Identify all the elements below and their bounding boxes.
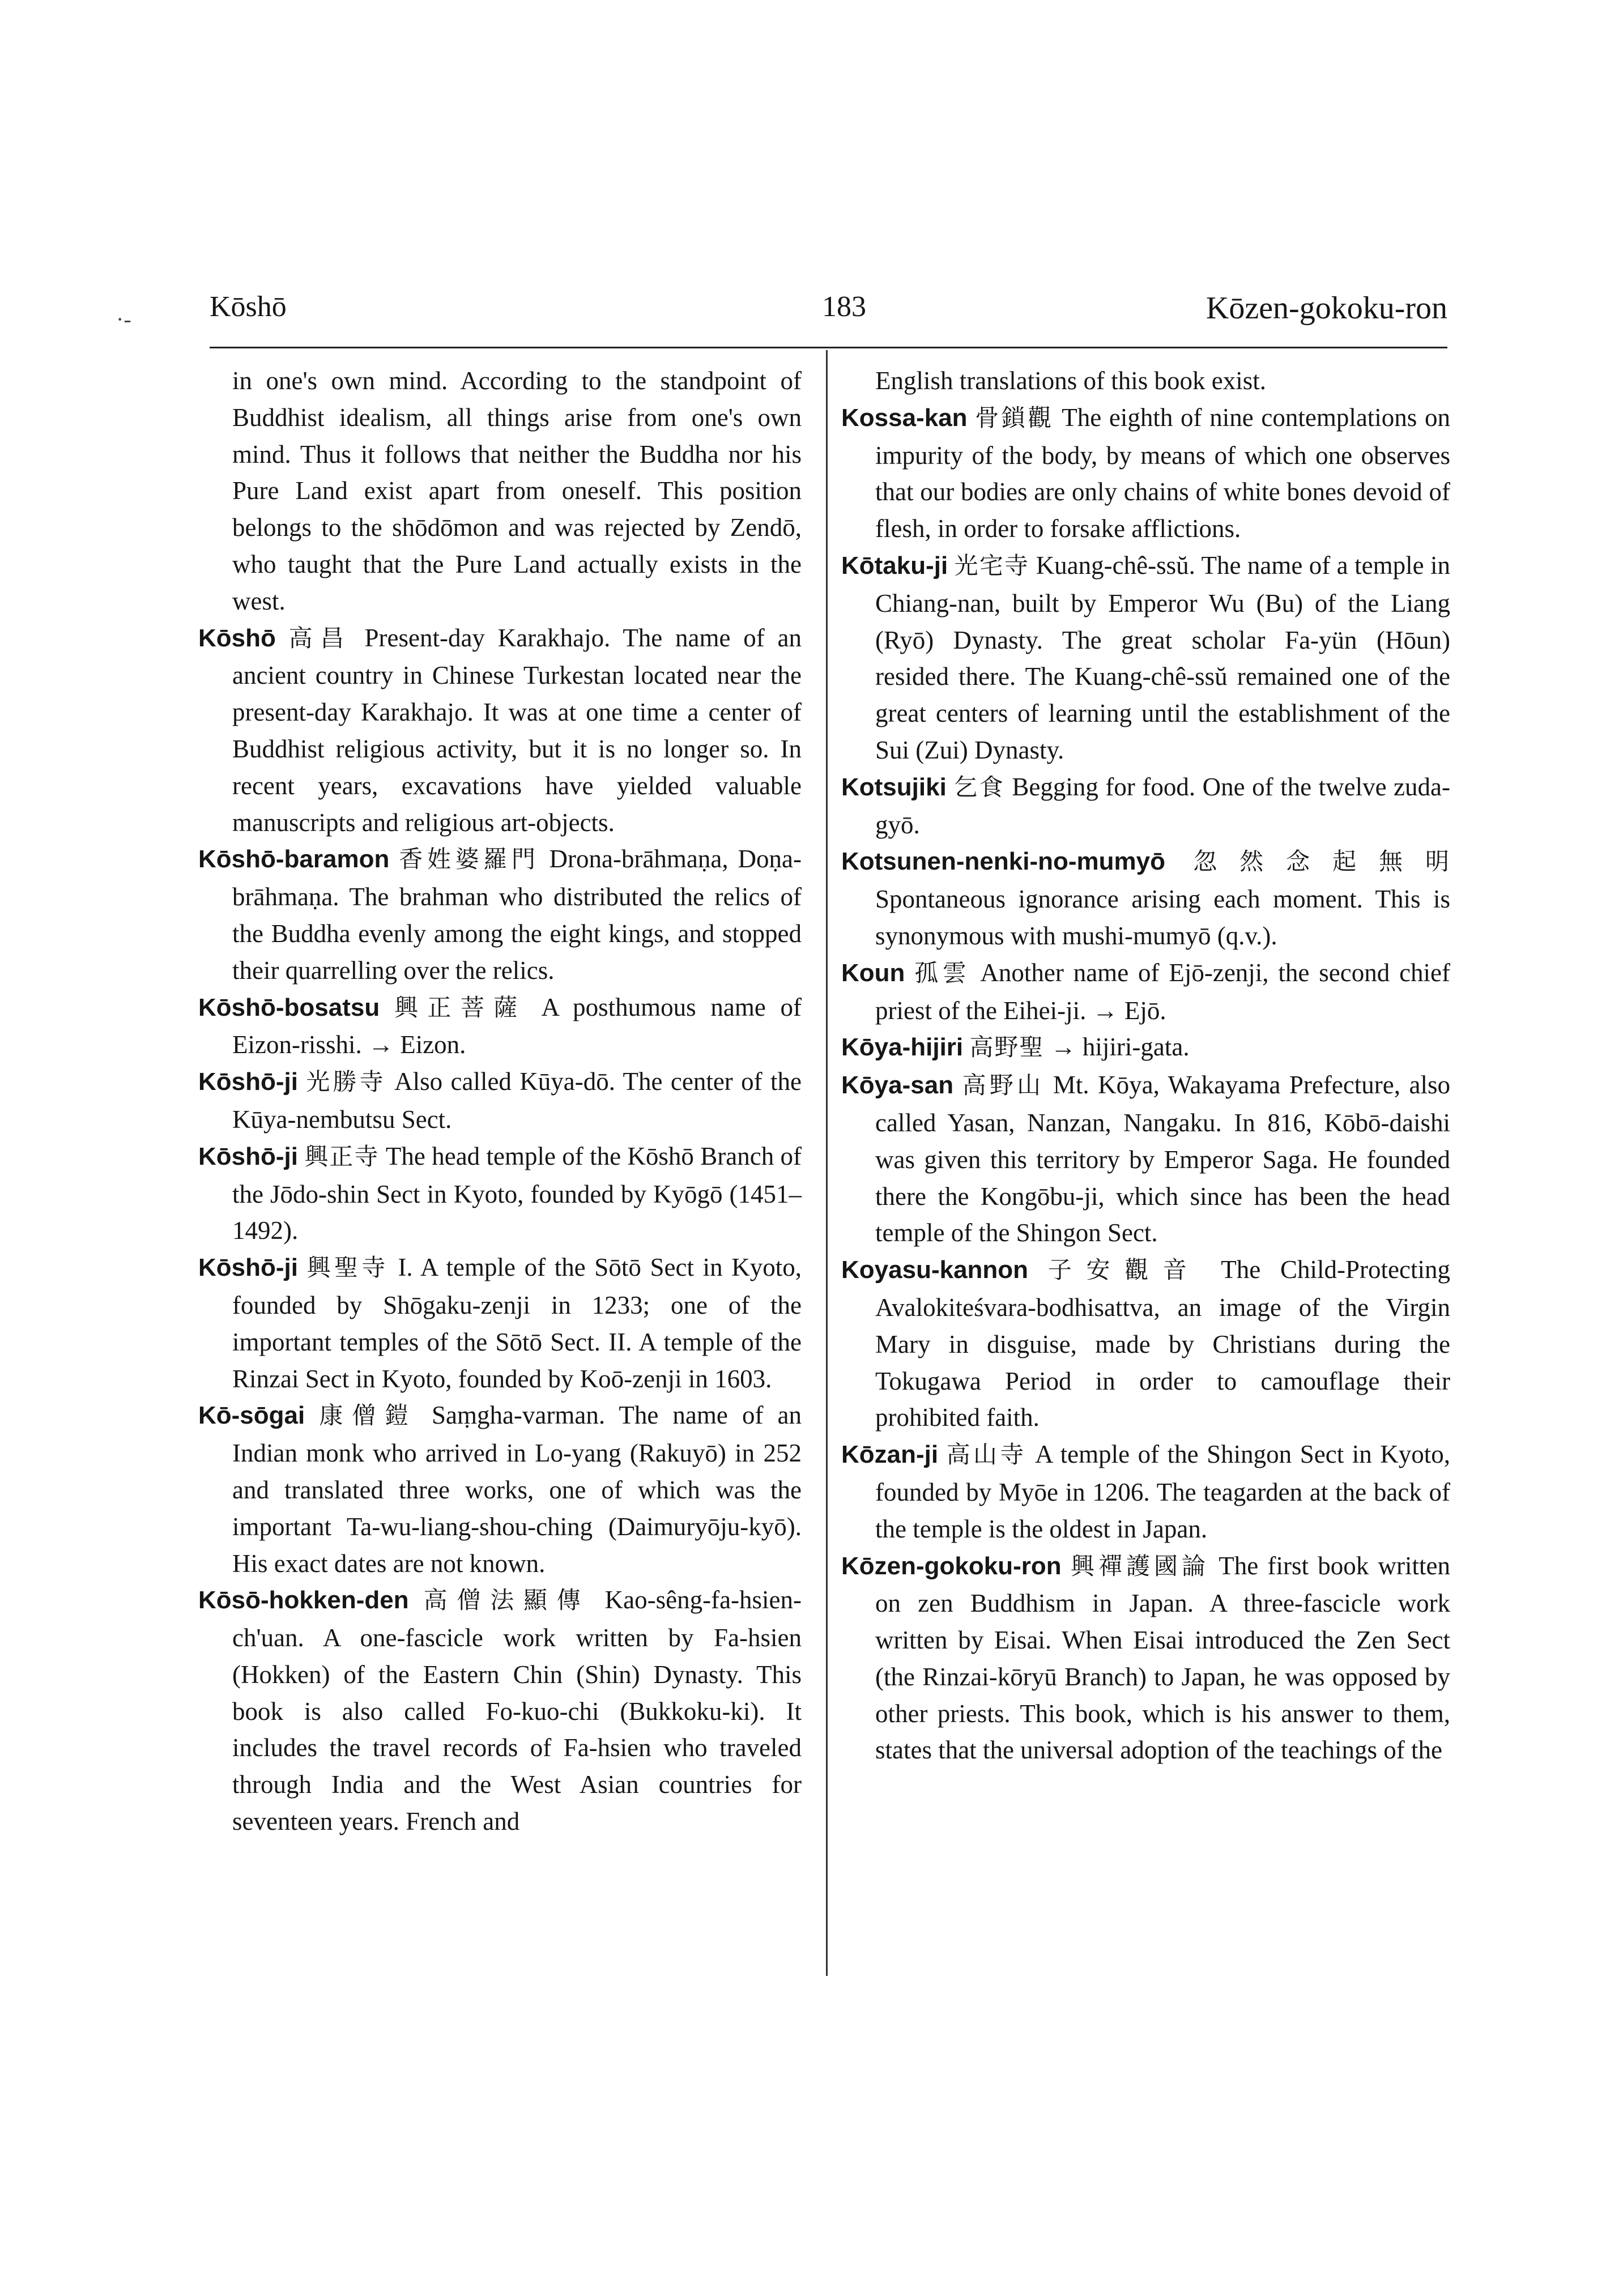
dictionary-entry bbox=[198, 989, 802, 1064]
entry-kanji: 高僧法顯傳 bbox=[423, 1588, 590, 1615]
entry-definition: Begging for food. One of the twelve zuda-gyō. bbox=[875, 772, 1450, 839]
entry-headword: Kōsō-hokken-den bbox=[198, 1586, 409, 1615]
running-head-left: Kōshō bbox=[210, 291, 287, 323]
entry-headword: Kōshō-ji bbox=[198, 1142, 298, 1170]
entry-definition: Kuang-chê-ssŭ. The name of a temple in Chiang-nan, built by Emperor Wu (Bu) of the Liang (Ryō) Dynasty. The great scholar Fa-yün (Hōun) resided there. The Kuang-chê-ssŭ remained one of the great centers of learning until the establishment of the Sui (Zui) Dynasty. bbox=[875, 551, 1450, 764]
entry-kanji: 孤雲 bbox=[914, 960, 971, 987]
entry-headword: Kōshō-bosatsu bbox=[198, 993, 380, 1021]
entry-headword: Kōzan-ji bbox=[841, 1441, 939, 1469]
entry-definition: I. A temple of the Sōtō Sect in Kyoto, founded by Shōgaku-zenji in 1233; one of the important temples of the Sōtō Sect. II. A temple of the Rinzai Sect in Kyoto, founded by Koō-zenji in 1603. bbox=[232, 1253, 802, 1393]
entry-kanji: 乞食 bbox=[953, 774, 1005, 801]
entry-kanji: 興聖寺 bbox=[306, 1255, 389, 1282]
entry-headword: Kōshō-ji bbox=[198, 1254, 298, 1282]
entry-headword: Koun bbox=[841, 959, 905, 987]
entry-kanji: 香姓婆羅門 bbox=[399, 847, 540, 874]
entry-headword: Kōya-hijiri bbox=[841, 1033, 964, 1062]
left-column bbox=[198, 363, 802, 1840]
entry-definition: Spontaneous ignorance arising each moment. This is synonymous with mushi-mumyō (q.v.). bbox=[875, 885, 1450, 950]
header-rule bbox=[210, 347, 1447, 348]
entry-kanji: 骨鎖觀 bbox=[975, 405, 1054, 432]
entry-kanji: 興正菩薩 bbox=[394, 995, 527, 1021]
dictionary-entry bbox=[841, 547, 1450, 769]
dictionary-entry bbox=[841, 1251, 1450, 1436]
entry-headword: Kō-sōgai bbox=[198, 1402, 305, 1430]
entry-kanji: 光勝寺 bbox=[306, 1070, 386, 1096]
dictionary-entry bbox=[198, 1582, 802, 1840]
entry-kanji: 光宅寺 bbox=[954, 553, 1030, 580]
entry-headword: Kotsunen-nenki-no-mumyō bbox=[841, 847, 1165, 876]
entry-definition: Drona-brāhmaṇa, Doṇa-brāhmaṇa. The brahman who distributed the relics of the Buddha evenly among the eight kings, and stopped their quarrelling over the relics. bbox=[232, 845, 802, 985]
entry-headword: Kōtaku-ji bbox=[841, 551, 948, 580]
entry-definition: Also called Kūya-dō. The center of the Kūya-nembutsu Sect. bbox=[232, 1067, 802, 1134]
dictionary-entry bbox=[841, 843, 1450, 954]
dictionary-entry bbox=[841, 955, 1450, 1029]
entry-kanji: 高山寺 bbox=[946, 1442, 1027, 1469]
margin-mark: ·- bbox=[116, 306, 131, 332]
dictionary-entry bbox=[198, 1138, 802, 1249]
entry-definition: A temple of the Shingon Sect in Kyoto, founded by Myōe in 1206. The teagarden at the back of the temple is the oldest in Japan. bbox=[875, 1440, 1451, 1543]
entry-definition: The head temple of the Kōshō Branch of the Jōdo-shin Sect in Kyoto, founded by Kyōgō (1451–1492). bbox=[232, 1141, 802, 1245]
entry-kanji: 忽然念起無明 bbox=[1193, 849, 1450, 876]
page-number: 183 bbox=[822, 291, 866, 323]
entry-definition: → hijiri-gata. bbox=[1050, 1033, 1190, 1062]
entry-definition: Present-day Karakhajo. The name of an ancient country in Chinese Turkestan located near the present-day Karakhajo. It was at one time a center of Buddhist religious activity, but it is no longer so. In recent years, excavations have yielded valuable manuscripts and religious art-objects. bbox=[232, 623, 802, 837]
dictionary-entry bbox=[841, 769, 1450, 844]
entry-kanji: 高野山 bbox=[962, 1073, 1045, 1100]
entry-definition: Kao-sêng-fa-hsien-ch'uan. A one-fascicle work written by Fa-hsien (Hokken) of the Eastern Chin (Shin) Dynasty. This book is also called Fo-kuo-chi (Bukkoku-ki). It includes the travel records of Fa-hsien who traveled through India and the West Asian countries for seventeen years. French and bbox=[232, 1586, 802, 1836]
entry-kanji: 高野聖 bbox=[969, 1035, 1045, 1062]
entry-headword: Kōshō bbox=[198, 624, 276, 652]
dictionary-entry bbox=[841, 1548, 1450, 1769]
entry-headword: Kōshō-baramon bbox=[198, 845, 390, 874]
right-column bbox=[841, 363, 1450, 1769]
dictionary-entry bbox=[841, 1436, 1450, 1547]
entry-continuation: in one's own mind. According to the standpoint of Buddhist idealism, all things arise from one's own mind. Thus it follows that neither the Buddha nor his Pure Land exist apart from oneself. This position belongs to the shōdōmon and was rejected by Zendō, who taught that the Pure Land actually exists in the west. bbox=[232, 367, 802, 615]
entry-continuation: English translations of this book exist. bbox=[875, 367, 1266, 395]
entry-kanji: 子安觀音 bbox=[1047, 1258, 1202, 1284]
entry-definition: The first book written on zen Buddhism in Japan. A three-fascicle work written by Eisai. When Eisai introduced the Zen Sect (the Rinzai-kōryū Branch) to Japan, he was opposed by other priests. This book, which is his answer to them, states that the universal adoption of the teachings of the bbox=[875, 1551, 1451, 1765]
entry-kanji: 康僧鎧 bbox=[319, 1403, 418, 1430]
dictionary-entry bbox=[198, 841, 802, 989]
entry-headword: Koyasu-kannon bbox=[841, 1256, 1029, 1284]
entry-kanji: 興正寺 bbox=[304, 1144, 380, 1170]
dictionary-entry bbox=[198, 1397, 802, 1582]
entry-definition: The eighth of nine contemplations on impurity of the body, by means of which one observes that our bodies are only chains of white bones devoid of flesh, in order to forsake afflictions. bbox=[875, 403, 1450, 543]
entry-kanji: 興禪護國論 bbox=[1070, 1553, 1210, 1580]
entry-definition: Saṃgha-varman. The name of an Indian monk who arrived in Lo-yang (Rakuyō) in 252 and translated three works, one of which was the important Ta-wu-liang-shou-ching (Daimuryōju-kyō). His exact dates are not known. bbox=[232, 1401, 802, 1578]
entry-headword: Kōshō-ji bbox=[198, 1068, 298, 1096]
dictionary-entry bbox=[198, 1249, 802, 1397]
entry-headword: Kōya-san bbox=[841, 1071, 954, 1100]
entry-definition: Mt. Kōya, Wakayama Prefecture, also called Yasan, Nanzan, Nangaku. In 816, Kōbō-daishi was given this territory by Emperor Saga. He founded there the Kongōbu-ji, which since has been the head temple of the Shingon Sect. bbox=[875, 1071, 1451, 1247]
dictionary-entry bbox=[198, 1063, 802, 1138]
entry-headword: Kossa-kan bbox=[841, 403, 968, 432]
dictionary-entry bbox=[841, 399, 1450, 547]
dictionary-entry bbox=[841, 1067, 1450, 1251]
running-head-right: Kōzen-gokoku-ron bbox=[1205, 291, 1447, 326]
entry-definition: The Child-Protecting Avalokiteśvara-bodhisattva, an image of the Virgin Mary in disguise, made by Christians during the Tokugawa Period in order to camouflage their prohibited faith. bbox=[875, 1255, 1450, 1432]
entry-kanji: 高昌 bbox=[288, 625, 352, 652]
column-divider bbox=[826, 350, 828, 1976]
dictionary-entry bbox=[841, 1029, 1450, 1067]
entry-headword: Kotsujiki bbox=[841, 773, 947, 801]
dictionary-entry bbox=[198, 620, 802, 841]
entry-headword: Kōzen-gokoku-ron bbox=[841, 1552, 1062, 1580]
entry-definition: A posthumous name of Eizon-risshi. → Eizon. bbox=[232, 992, 802, 1059]
entry-definition: Another name of Ejō-zenji, the second chief priest of the Eihei-ji. → Ejō. bbox=[875, 958, 1451, 1025]
